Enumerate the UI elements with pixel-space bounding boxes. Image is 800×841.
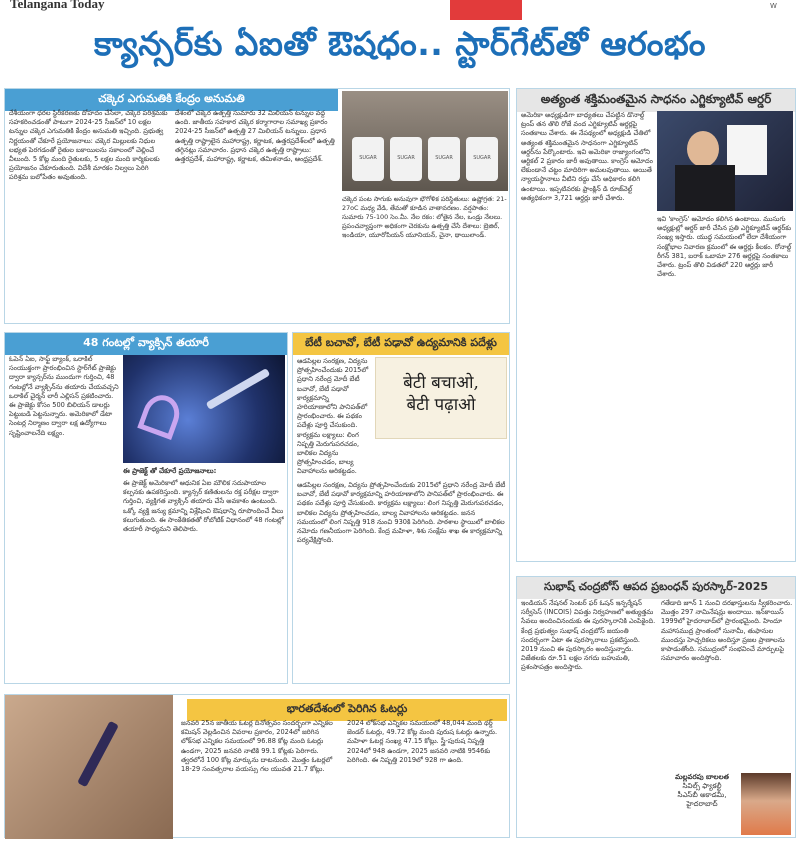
article-col-1: ఇండియన్ నేషనల్ సెంటర్ ఫర్ ఓషన్ ఇన్ఫర్మేషన్ సర్వీసెస్ (INCOIS) విపత్తు నిర్వహణలో అత్యుత్తమ సేవలు అందించినందుకు ఈ పురస్కారానికి ఎంపికైంది. కేంద్ర ప్రభుత్వం సుభాష్ చంద్రబోస్ జయంతి సందర్భంగా ఏటా ఈ పురస్కారాలు ప్రకటిస్తుంది. 2019 నుంచి ఈ పురస్కారం అందిస్తున్నారు. విజేతలకు రూ.51 లక్షల నగదు బహుమతి, ప్రశంసాపత్రం అందిస్తారు. bbox=[521, 599, 656, 672]
section-tab bbox=[450, 0, 522, 20]
article-col-1: దేశీయంగా ధరల స్థిరీకరణకు దోహదం చేసేలా, చక్కెర పరిశ్రమకు సహకరించడంతో పాటుగా 2024-25 సీజన్‌లో 10 లక్షల టన్నుల చక్కెర ఎగుమతికి కేంద్రం అనుమతి ఇచ్చింది. ప్రభుత్వ నిర్ణయంతో చేకూరే ప్రయోజనాలు: చక్కెర మిల్లులకు నిధుల లభ్యత పెరగడంతో రైతుల బకాయిలను సకాలంలో చెల్లించే వీలుంది. 5 కోట్ల మంది రైతులకు, 5 లక్షల మంది కార్మికులకు ప్రయోజనం చేకూరుతుంది. విదేశీ మారకం నిల్వలు పెరిగి పరిశ్రమ బలోపేతం అవుతుంది. bbox=[9, 109, 168, 182]
article-col-1: అమెరికా అధ్యక్షుడిగా బాధ్యతలు చేపట్టిన డొనాల్డ్ ట్రంప్ తన తొలి రోజే వంద ఎగ్జిక్యూటివ్ ఆర్డర్లపై సంతకాలు చేశారు. ఈ నేపథ్యంలో అధ్యక్షుడి చేతిలో అత్యంత శక్తిమంతమైన సాధనంగా ఎగ్జిక్యూటివ్ ఆర్డర్‌ను పేర్కొంటారు. ఇవి అమెరికా రాజ్యాంగంలోని ఆర్టికల్ 2 ప్రకారం జారీ అవుతాయి. కాంగ్రెస్ ఆమోదం లేకుండానే చట్టం మాదిరిగా అమలవుతాయి. అయితే న్యాయస్థానాలు వీటిని రద్దు చేసే అధికారం కలిగి ఉంటాయి. ఇప్పటివరకు ఫ్రాంక్లిన్ డి రూజ్‌వెల్ట్ అత్యధికంగా 3,721 ఆర్డర్లు జారీ చేశారు. bbox=[521, 111, 653, 202]
article-col-1: ఓపెన్ ఏఐ, సాఫ్ట్ బ్యాంక్, ఒరాకిల్ సంయుక్తంగా ప్రారంభించిన స్టార్‌గేట్ ప్రాజెక్టు ద్వారా క్యాన్సర్‌ను ముందుగా గుర్తించి, 48 గంటల్లోనే వ్యాక్సిన్‌ను తయారు చేయవచ్చని ఒరాకిల్ చైర్మన్ లారీ ఎల్లిసన్ ప్రకటించారు. ఈ ప్రాజెక్టు కోసం 500 బిలియన్ డాలర్లు పెట్టుబడి పెట్టనున్నారు. అమెరికాలో డేటా సెంటర్ల నిర్మాణం ద్వారా లక్ష ఉద్యోగాలు సృష్టించాలనేది లక్ష్యం. bbox=[9, 355, 119, 437]
corner-mark: W bbox=[770, 2, 777, 10]
article-title: బేటీ బచావో, బేటీ పఢావో ఉద్యమానికి పదేళ్లు bbox=[293, 333, 509, 355]
poster-line-1: बेटी बचाओ, bbox=[403, 373, 479, 393]
sugar-bag: SUGAR bbox=[428, 137, 460, 181]
sugar-bag: SUGAR bbox=[466, 137, 498, 181]
ink-marker bbox=[77, 721, 119, 788]
syringe-icon bbox=[206, 368, 271, 410]
photo-caption: చక్కెర పంట సాగుకు అనువుగా భౌగోళిక పరిస్థితులు: ఉష్ణోగ్రత: 21-27oC మధ్య వేడి, తేమతో కూడిన వాతావరణం. వర్షపాతం: సుమారు 75-100 సెం.మీ. నేల రకం: లోతైన నేల, ఒండ్రు నేలలు. ప్రపంచవ్యాప్తంగా అధికంగా చెరకును ఉత్పత్తి చేసే దేశాలు: బ్రెజిల్, ఇండియా, యూరోపియన్ యూనియన్, చైనా, థాయిలాండ్. bbox=[342, 195, 507, 239]
author-role: సివిల్స్ ఫ్యాకల్టీ bbox=[682, 782, 722, 790]
article-col-1: జనవరి 25న జాతీయ ఓటర్ల దినోత్సవం సందర్భంగా ఎన్నికల కమిషన్ వెల్లడించిన వివరాల ప్రకారం, 2024లో జరిగిన లోక్‌సభ ఎన్నికల సమయంలో 96.88 కోట్ల మంది ఓటర్లు ఉండగా, 2025 జనవరి నాటికి 99.1 కోట్లకు పెరిగారు. త్వరలోనే 100 కోట్ల మార్కును దాటనుంది. మొత్తం ఓటర్లలో 18-29 సంవత్సరాల వయస్సు గల యువత 21.7 కోట్లు. bbox=[181, 719, 333, 774]
article-title: భారతదేశంలో పెరిగిన ఓటర్లు bbox=[187, 699, 507, 721]
article-executive-order bbox=[516, 88, 796, 562]
article-col-2: గతేడాది జూన్ 1 నుంచి దరఖాస్తులను స్వీకరించారు. మొత్తం 297 నామినేషన్లు అందాయి. ఇన్‌కాయిస్ 1999లో హైదరాబాద్‌లో ప్రారంభమైంది. హిందూ మహాసముద్ర ప్రాంతంలో సునామీ, తుఫానుల ముందస్తు హెచ్చరికలు అందిస్తూ ప్రజల ప్రాణాలను కాపాడుతోంది. సముద్రంలో సంభవించే మార్పులపై సమాచారం అందిస్తోంది. bbox=[661, 599, 793, 663]
masthead-bar bbox=[0, 0, 800, 20]
article-col-2: ఈ ప్రాజెక్ట్ అమెరికాలో ఆధునిక ఏఐ మౌలిక సదుపాయాల కల్పనకు ఉపకరిస్తుంది. క్యాన్సర్ కణితులను రక్త పరీక్షల ద్వారా గుర్తించి, వ్యక్తిగత వ్యాక్సిన్ తయారు చేసే అవకాశం ఉంటుంది. ఒక్కో వ్యక్తి జన్యు క్రమాన్ని విశ్లేషించి ఔషధాన్ని రూపొందించే వీలు కలుగుతుంది. ఈ సాంకేతికతతో రోబోటిక్ విధానంలో 48 గంటల్లో తయారీ సాధ్యమని తెలిపారు. bbox=[123, 479, 284, 534]
article-voters bbox=[4, 694, 510, 838]
article-subhash-award bbox=[516, 576, 796, 838]
article-title: సుభాష్ చంద్రబోస్ ఆపద ప్రబంధన్ పురస్కార్-2025 bbox=[517, 577, 795, 599]
sugar-bag: SUGAR bbox=[390, 137, 422, 181]
article-title: 48 గంటల్లో వ్యాక్సిన్ తయారీ bbox=[5, 333, 287, 355]
benefits-heading: ఈ ప్రాజెక్ట్ తో చేకూరే ప్రయోజనాలు: bbox=[123, 467, 217, 475]
article-sugar-export bbox=[4, 88, 510, 324]
article-vaccine bbox=[4, 332, 288, 684]
article-col-2: దేశంలో చక్కెర ఉత్పత్తి సుమారు 32 మిలియన్ టన్నుల వద్ద ఉంది. జాతీయ సహకార చక్కెర కర్మాగారాల సమాఖ్య ప్రకారం 2024-25 సీజన్‌లో ఉత్పత్తి 27 మిలియన్ టన్నులు. ప్రధాన ఉత్పత్తి రాష్ట్రాలైన మహారాష్ట్ర, కర్ణాటక, ఉత్తరప్రదేశ్‌లలో ఉత్పత్తి తగ్గినట్లు సమాచారం. ప్రధాన చక్కెర ఉత్పత్తి రాష్ట్రాలు: ఉత్తరప్రదేశ్, మహారాష్ట్ర, కర్ణాటక, తమిళనాడు, ఆంధ్రప్రదేశ్. bbox=[175, 109, 335, 164]
author-photo bbox=[741, 773, 791, 835]
author-city: హైదరాబాద్ bbox=[686, 800, 718, 808]
article-title: చక్కెర ఎగుమతికి కేంద్రం అనుమతి bbox=[5, 89, 338, 111]
author-org: సీఎస్‌బీ అకాడమీ, bbox=[677, 791, 727, 799]
sugar-bags-photo bbox=[342, 91, 508, 191]
article-col-2: ఆడపిల్లల సంరక్షణ, విద్యను ప్రోత్సహించేందుకు 2015లో ప్రధాని నరేంద్ర మోదీ బేటీ బచావో, బేటీ పఢావో కార్యక్రమాన్ని హరియాణాలోని పానిపత్‌లో ప్రారంభించారు. ఈ పథకం పదేళ్లు పూర్తి చేసుకుంది. కార్యక్రమ లక్ష్యాలు: లింగ నిష్పత్తి మెరుగుపరచడం, బాలికల విద్యను ప్రోత్సహించడం, బాల్య వివాహాలను అరికట్టడం. జనన సమయంలో లింగ నిష్పత్తి 918 నుంచి 930కి పెరిగింది. పాఠశాల స్థాయిలో బాలికల నమోదు గణనీయంగా పెరిగింది. కేంద్ర మహిళా, శిశు సంక్షేమ శాఖ ఈ కార్యక్రమాన్ని పర్యవేక్షిస్తోంది. bbox=[297, 481, 506, 545]
sugar-bag: SUGAR bbox=[352, 137, 384, 181]
article-col-2: ఇవి 'కాంగ్రెస్' ఆమోదం కలిగిన ఉంటాయి. ముసుగు అధ్యక్షుల్లో ఆర్డర్ జారీ చేసిన ప్రతి ఎగ్జిక్యూటివ్ ఆర్డర్‌కు సంఖ్య ఇస్తారు. యుద్ధ సమయంలో లేదా దేశీయంగా సంక్షోభాల నివారణ క్రమంలో ఈ ఆర్డర్లు కీలకం. రోనాల్డ్ రీగన్ 381, బరాక్ ఒబామా 276 ఆర్డర్లపై సంతకాలు చేశారు. ట్రంప్ తొలి విడతలో 220 ఆర్డర్లు జారీ చేశారు. bbox=[657, 215, 792, 279]
trump-photo bbox=[657, 111, 793, 211]
voting-finger-photo bbox=[5, 695, 173, 839]
beti-bachao-poster bbox=[375, 357, 507, 439]
ribbon-icon bbox=[137, 390, 185, 440]
author-name: మల్లవరపు బాలలత bbox=[675, 773, 729, 781]
masthead-logo: Telangana Today bbox=[10, 0, 105, 11]
page-headline: క్యాన్సర్‌కు ఏఐతో ఔషధం.. స్టార్‌గేట్‌తో ఆరంభం bbox=[94, 24, 706, 63]
article-beti-bachao bbox=[292, 332, 510, 684]
article-col-1: ఆడపిల్లల సంరక్షణ, విద్యను ప్రోత్సహించేందుకు 2015లో ప్రధాని నరేంద్ర మోదీ బేటీ బచావో, బేటీ పఢావో కార్యక్రమాన్ని హరియాణాలోని పానిపత్‌లో ప్రారంభించారు. ఈ పథకం పదేళ్లు పూర్తి చేసుకుంది. కార్యక్రమ లక్ష్యాలు: లింగ నిష్పత్తి మెరుగుపరచడం, బాలికల విద్యను ప్రోత్సహించడం, బాల్య వివాహాలను అరికట్టడం. bbox=[297, 357, 369, 476]
poster-line-2: बेटी पढ़ाओ bbox=[406, 395, 476, 415]
article-title: అత్యంత శక్తిమంతమైన సాధనం ఎగ్జిక్యూటివ్ ఆర్డర్ bbox=[517, 89, 795, 112]
article-col-2: 2024 లోక్‌సభ ఎన్నికల సమయంలో 48,044 మంది థర్డ్ జెండర్ ఓటర్లు, 49.72 కోట్ల మంది పురుష ఓటర్లు ఉన్నారు. మహిళా ఓటర్ల సంఖ్య 47.15 కోట్లు. స్త్రీ-పురుష నిష్పత్తి 2024లో 948 ఉండగా, 2025 జనవరి నాటికి 9546కు పెరిగింది. ఈ నిష్పత్తి 2019లో 928 గా ఉంది. bbox=[347, 719, 498, 764]
vaccine-illustration bbox=[123, 355, 285, 463]
person-face bbox=[687, 131, 719, 167]
author-credit bbox=[667, 773, 737, 835]
suit bbox=[675, 165, 735, 211]
